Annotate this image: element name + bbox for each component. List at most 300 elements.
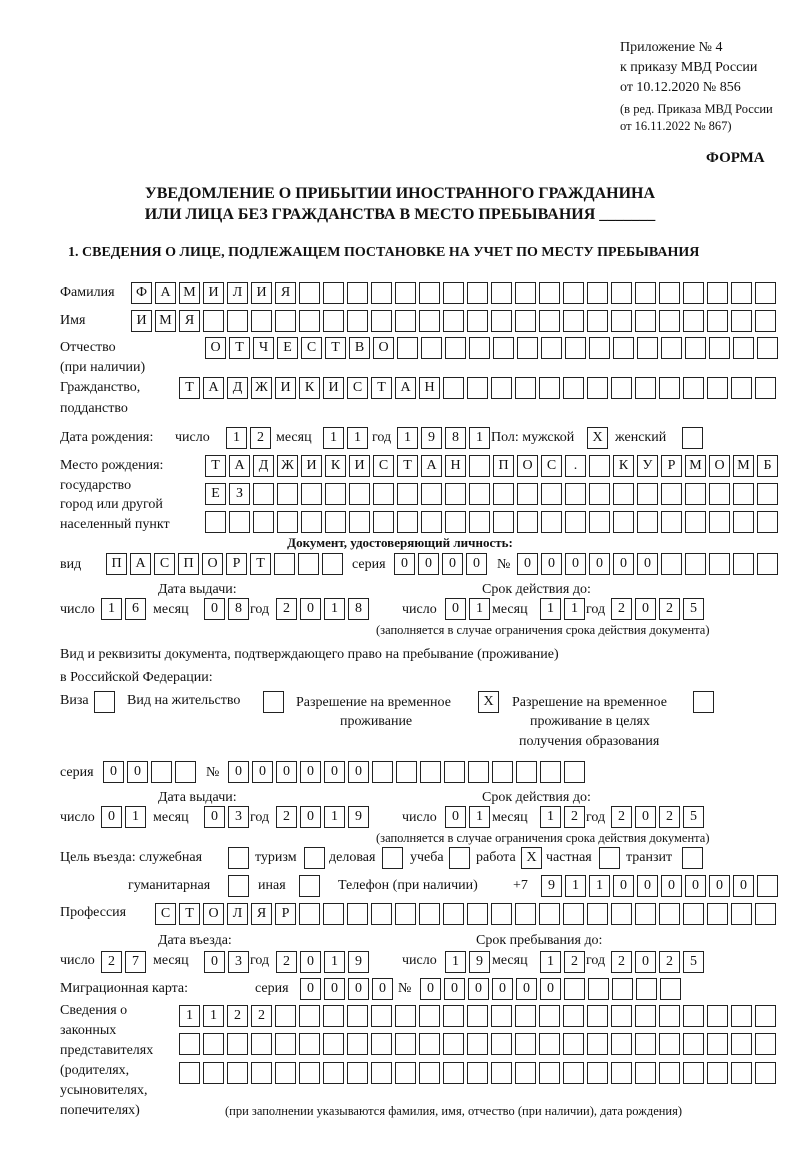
char-cell[interactable] xyxy=(277,483,298,505)
char-cell[interactable] xyxy=(515,282,536,304)
char-cell[interactable] xyxy=(347,1062,368,1084)
char-cell[interactable] xyxy=(733,337,754,359)
char-cell[interactable]: 1 xyxy=(203,1005,224,1027)
char-cell[interactable] xyxy=(731,1033,752,1055)
char-cell[interactable]: 0 xyxy=(445,598,466,620)
char-cell[interactable]: 0 xyxy=(103,761,124,783)
char-cell[interactable] xyxy=(611,1005,632,1027)
char-cell[interactable] xyxy=(539,282,560,304)
char-cell[interactable]: 1 xyxy=(565,875,586,897)
char-cell[interactable]: А xyxy=(130,553,151,575)
char-cell[interactable]: 2 xyxy=(659,598,680,620)
char-cell[interactable] xyxy=(755,1005,776,1027)
char-cell[interactable] xyxy=(731,1062,752,1084)
char-cell[interactable] xyxy=(421,483,442,505)
char-cell[interactable] xyxy=(469,483,490,505)
char-cell[interactable]: 0 xyxy=(661,875,682,897)
char-cell[interactable]: 1 xyxy=(347,427,368,449)
char-cell[interactable] xyxy=(372,761,393,783)
char-cell[interactable]: И xyxy=(301,455,322,477)
char-cell[interactable] xyxy=(589,483,610,505)
char-cell[interactable]: 0 xyxy=(466,553,487,575)
checkbox[interactable]: X xyxy=(521,847,542,869)
char-cell[interactable] xyxy=(589,455,610,477)
char-cell[interactable]: 0 xyxy=(372,978,393,1000)
char-cell[interactable] xyxy=(685,337,706,359)
char-cell[interactable] xyxy=(468,761,489,783)
char-cell[interactable]: 1 xyxy=(540,806,561,828)
char-cell[interactable] xyxy=(709,337,730,359)
char-cell[interactable] xyxy=(635,377,656,399)
char-cell[interactable] xyxy=(563,282,584,304)
char-cell[interactable]: 0 xyxy=(204,806,225,828)
char-cell[interactable] xyxy=(635,310,656,332)
char-cell[interactable] xyxy=(515,1062,536,1084)
char-cell[interactable]: 0 xyxy=(228,761,249,783)
checkbox[interactable] xyxy=(693,691,714,713)
char-cell[interactable]: 0 xyxy=(635,951,656,973)
char-cell[interactable] xyxy=(707,310,728,332)
char-cell[interactable] xyxy=(467,903,488,925)
char-cell[interactable] xyxy=(613,511,634,533)
char-cell[interactable]: З xyxy=(229,483,250,505)
char-cell[interactable]: Я xyxy=(275,282,296,304)
char-cell[interactable]: 2 xyxy=(227,1005,248,1027)
char-cell[interactable]: О xyxy=(373,337,394,359)
char-cell[interactable] xyxy=(299,310,320,332)
char-cell[interactable] xyxy=(493,483,514,505)
char-cell[interactable] xyxy=(419,1062,440,1084)
char-cell[interactable]: И xyxy=(203,282,224,304)
char-cell[interactable]: 0 xyxy=(204,598,225,620)
char-cell[interactable] xyxy=(469,337,490,359)
char-cell[interactable]: 3 xyxy=(228,806,249,828)
char-cell[interactable] xyxy=(515,1005,536,1027)
char-cell[interactable]: 0 xyxy=(204,951,225,973)
char-cell[interactable] xyxy=(397,511,418,533)
char-cell[interactable] xyxy=(299,903,320,925)
char-cell[interactable]: Р xyxy=(275,903,296,925)
char-cell[interactable] xyxy=(683,377,704,399)
char-cell[interactable] xyxy=(443,1062,464,1084)
char-cell[interactable]: 2 xyxy=(276,598,297,620)
char-cell[interactable] xyxy=(443,1005,464,1027)
char-cell[interactable] xyxy=(661,337,682,359)
char-cell[interactable] xyxy=(755,310,776,332)
char-cell[interactable] xyxy=(635,1033,656,1055)
char-cell[interactable]: 2 xyxy=(659,806,680,828)
char-cell[interactable] xyxy=(301,483,322,505)
char-cell[interactable]: 0 xyxy=(394,553,415,575)
char-cell[interactable]: 9 xyxy=(541,875,562,897)
char-cell[interactable]: К xyxy=(613,455,634,477)
char-cell[interactable] xyxy=(731,377,752,399)
char-cell[interactable]: 0 xyxy=(127,761,148,783)
char-cell[interactable]: О xyxy=(205,337,226,359)
char-cell[interactable]: 2 xyxy=(564,951,585,973)
char-cell[interactable] xyxy=(709,553,730,575)
char-cell[interactable] xyxy=(325,483,346,505)
char-cell[interactable] xyxy=(637,511,658,533)
char-cell[interactable]: 2 xyxy=(611,951,632,973)
char-cell[interactable] xyxy=(685,553,706,575)
char-cell[interactable] xyxy=(516,761,537,783)
char-cell[interactable] xyxy=(373,483,394,505)
char-cell[interactable] xyxy=(347,1005,368,1027)
char-cell[interactable] xyxy=(659,1062,680,1084)
char-cell[interactable] xyxy=(611,282,632,304)
char-cell[interactable] xyxy=(517,511,538,533)
char-cell[interactable] xyxy=(179,1062,200,1084)
char-cell[interactable]: 1 xyxy=(101,598,122,620)
char-cell[interactable] xyxy=(203,1033,224,1055)
char-cell[interactable] xyxy=(419,1033,440,1055)
char-cell[interactable] xyxy=(515,377,536,399)
char-cell[interactable] xyxy=(396,761,417,783)
char-cell[interactable] xyxy=(444,761,465,783)
char-cell[interactable] xyxy=(323,1062,344,1084)
char-cell[interactable] xyxy=(707,1005,728,1027)
char-cell[interactable]: Т xyxy=(325,337,346,359)
char-cell[interactable] xyxy=(299,1062,320,1084)
char-cell[interactable] xyxy=(540,761,561,783)
char-cell[interactable] xyxy=(564,978,585,1000)
checkbox[interactable] xyxy=(304,847,325,869)
char-cell[interactable] xyxy=(467,282,488,304)
checkbox[interactable] xyxy=(682,847,703,869)
char-cell[interactable]: И xyxy=(251,282,272,304)
checkbox[interactable] xyxy=(228,875,249,897)
char-cell[interactable]: А xyxy=(203,377,224,399)
char-cell[interactable]: Р xyxy=(661,455,682,477)
char-cell[interactable] xyxy=(565,483,586,505)
char-cell[interactable]: 2 xyxy=(564,806,585,828)
char-cell[interactable]: М xyxy=(733,455,754,477)
char-cell[interactable]: И xyxy=(323,377,344,399)
char-cell[interactable]: 0 xyxy=(540,978,561,1000)
char-cell[interactable]: 1 xyxy=(226,427,247,449)
char-cell[interactable]: 2 xyxy=(276,951,297,973)
char-cell[interactable] xyxy=(563,377,584,399)
char-cell[interactable] xyxy=(517,337,538,359)
char-cell[interactable]: Ч xyxy=(253,337,274,359)
char-cell[interactable]: 0 xyxy=(637,875,658,897)
char-cell[interactable] xyxy=(371,903,392,925)
char-cell[interactable]: Т xyxy=(229,337,250,359)
char-cell[interactable] xyxy=(587,310,608,332)
char-cell[interactable]: Т xyxy=(205,455,226,477)
char-cell[interactable]: 0 xyxy=(565,553,586,575)
char-cell[interactable] xyxy=(613,337,634,359)
char-cell[interactable]: О xyxy=(203,903,224,925)
char-cell[interactable] xyxy=(419,1005,440,1027)
char-cell[interactable] xyxy=(227,1033,248,1055)
char-cell[interactable]: 0 xyxy=(589,553,610,575)
char-cell[interactable]: С xyxy=(155,903,176,925)
checkbox[interactable]: X xyxy=(478,691,499,713)
char-cell[interactable]: Р xyxy=(226,553,247,575)
char-cell[interactable] xyxy=(611,377,632,399)
char-cell[interactable] xyxy=(492,761,513,783)
char-cell[interactable]: Т xyxy=(179,377,200,399)
char-cell[interactable] xyxy=(299,1033,320,1055)
char-cell[interactable] xyxy=(395,1005,416,1027)
char-cell[interactable] xyxy=(491,903,512,925)
char-cell[interactable] xyxy=(611,903,632,925)
char-cell[interactable] xyxy=(445,511,466,533)
char-cell[interactable] xyxy=(395,282,416,304)
char-cell[interactable]: 1 xyxy=(324,806,345,828)
checkbox[interactable] xyxy=(599,847,620,869)
char-cell[interactable] xyxy=(467,1062,488,1084)
char-cell[interactable] xyxy=(611,1062,632,1084)
char-cell[interactable] xyxy=(709,511,730,533)
checkbox[interactable] xyxy=(228,847,249,869)
char-cell[interactable]: О xyxy=(517,455,538,477)
char-cell[interactable] xyxy=(275,310,296,332)
char-cell[interactable]: 0 xyxy=(637,553,658,575)
char-cell[interactable] xyxy=(349,511,370,533)
char-cell[interactable] xyxy=(347,310,368,332)
char-cell[interactable]: Л xyxy=(227,903,248,925)
char-cell[interactable]: 0 xyxy=(445,806,466,828)
char-cell[interactable]: О xyxy=(202,553,223,575)
char-cell[interactable] xyxy=(611,310,632,332)
char-cell[interactable] xyxy=(563,1005,584,1027)
char-cell[interactable] xyxy=(755,377,776,399)
char-cell[interactable] xyxy=(659,282,680,304)
char-cell[interactable]: 3 xyxy=(228,951,249,973)
char-cell[interactable]: 1 xyxy=(324,951,345,973)
char-cell[interactable]: П xyxy=(493,455,514,477)
char-cell[interactable] xyxy=(637,337,658,359)
char-cell[interactable]: А xyxy=(229,455,250,477)
char-cell[interactable]: Т xyxy=(250,553,271,575)
char-cell[interactable]: 9 xyxy=(421,427,442,449)
char-cell[interactable]: 0 xyxy=(276,761,297,783)
checkbox[interactable] xyxy=(299,875,320,897)
char-cell[interactable] xyxy=(757,553,778,575)
char-cell[interactable]: П xyxy=(178,553,199,575)
char-cell[interactable] xyxy=(347,903,368,925)
char-cell[interactable] xyxy=(349,483,370,505)
char-cell[interactable] xyxy=(227,310,248,332)
char-cell[interactable] xyxy=(589,511,610,533)
char-cell[interactable]: 1 xyxy=(469,427,490,449)
char-cell[interactable] xyxy=(371,1062,392,1084)
char-cell[interactable] xyxy=(493,337,514,359)
char-cell[interactable] xyxy=(685,511,706,533)
char-cell[interactable] xyxy=(635,1005,656,1027)
char-cell[interactable] xyxy=(491,310,512,332)
char-cell[interactable] xyxy=(491,1005,512,1027)
char-cell[interactable] xyxy=(467,1033,488,1055)
char-cell[interactable] xyxy=(469,455,490,477)
checkbox[interactable]: X xyxy=(587,427,608,449)
char-cell[interactable]: 2 xyxy=(276,806,297,828)
char-cell[interactable] xyxy=(515,903,536,925)
char-cell[interactable]: П xyxy=(106,553,127,575)
char-cell[interactable] xyxy=(733,553,754,575)
char-cell[interactable] xyxy=(685,483,706,505)
char-cell[interactable] xyxy=(371,1033,392,1055)
char-cell[interactable] xyxy=(203,310,224,332)
char-cell[interactable] xyxy=(251,310,272,332)
char-cell[interactable] xyxy=(151,761,172,783)
char-cell[interactable]: Е xyxy=(277,337,298,359)
char-cell[interactable]: Е xyxy=(205,483,226,505)
char-cell[interactable] xyxy=(251,1033,272,1055)
char-cell[interactable]: 5 xyxy=(683,598,704,620)
char-cell[interactable] xyxy=(611,1033,632,1055)
char-cell[interactable] xyxy=(491,1033,512,1055)
char-cell[interactable]: Л xyxy=(227,282,248,304)
char-cell[interactable]: 0 xyxy=(733,875,754,897)
char-cell[interactable]: Я xyxy=(251,903,272,925)
char-cell[interactable]: 0 xyxy=(324,761,345,783)
char-cell[interactable] xyxy=(539,377,560,399)
char-cell[interactable]: А xyxy=(421,455,442,477)
char-cell[interactable] xyxy=(275,1005,296,1027)
char-cell[interactable] xyxy=(469,511,490,533)
char-cell[interactable] xyxy=(395,1033,416,1055)
char-cell[interactable]: 2 xyxy=(611,806,632,828)
char-cell[interactable]: М xyxy=(685,455,706,477)
char-cell[interactable] xyxy=(467,1005,488,1027)
char-cell[interactable] xyxy=(371,310,392,332)
char-cell[interactable] xyxy=(515,310,536,332)
char-cell[interactable] xyxy=(707,282,728,304)
char-cell[interactable] xyxy=(443,310,464,332)
char-cell[interactable]: 5 xyxy=(683,951,704,973)
char-cell[interactable]: 9 xyxy=(348,951,369,973)
char-cell[interactable]: 9 xyxy=(469,951,490,973)
char-cell[interactable] xyxy=(755,903,776,925)
char-cell[interactable] xyxy=(661,553,682,575)
char-cell[interactable] xyxy=(587,377,608,399)
char-cell[interactable]: 1 xyxy=(324,598,345,620)
char-cell[interactable] xyxy=(371,282,392,304)
char-cell[interactable]: 0 xyxy=(613,553,634,575)
char-cell[interactable] xyxy=(491,282,512,304)
char-cell[interactable]: 0 xyxy=(517,553,538,575)
char-cell[interactable]: 0 xyxy=(541,553,562,575)
char-cell[interactable] xyxy=(419,282,440,304)
char-cell[interactable] xyxy=(565,337,586,359)
char-cell[interactable] xyxy=(253,483,274,505)
char-cell[interactable] xyxy=(541,511,562,533)
char-cell[interactable] xyxy=(588,978,609,1000)
char-cell[interactable] xyxy=(421,337,442,359)
char-cell[interactable] xyxy=(443,1033,464,1055)
char-cell[interactable]: И xyxy=(131,310,152,332)
char-cell[interactable]: 6 xyxy=(125,598,146,620)
char-cell[interactable]: 1 xyxy=(179,1005,200,1027)
char-cell[interactable]: 0 xyxy=(300,806,321,828)
char-cell[interactable] xyxy=(733,511,754,533)
char-cell[interactable]: В xyxy=(349,337,370,359)
char-cell[interactable] xyxy=(563,903,584,925)
char-cell[interactable]: 0 xyxy=(613,875,634,897)
char-cell[interactable]: С xyxy=(541,455,562,477)
char-cell[interactable]: 1 xyxy=(564,598,585,620)
char-cell[interactable] xyxy=(755,282,776,304)
char-cell[interactable] xyxy=(179,1033,200,1055)
char-cell[interactable] xyxy=(757,511,778,533)
char-cell[interactable] xyxy=(397,483,418,505)
char-cell[interactable]: Т xyxy=(179,903,200,925)
char-cell[interactable] xyxy=(203,1062,224,1084)
char-cell[interactable] xyxy=(491,377,512,399)
char-cell[interactable] xyxy=(253,511,274,533)
char-cell[interactable] xyxy=(301,511,322,533)
char-cell[interactable]: И xyxy=(275,377,296,399)
char-cell[interactable] xyxy=(539,1062,560,1084)
char-cell[interactable] xyxy=(227,1062,248,1084)
char-cell[interactable]: 2 xyxy=(250,427,271,449)
char-cell[interactable] xyxy=(613,483,634,505)
char-cell[interactable]: А xyxy=(155,282,176,304)
char-cell[interactable] xyxy=(637,483,658,505)
char-cell[interactable]: 0 xyxy=(709,875,730,897)
char-cell[interactable] xyxy=(322,553,343,575)
char-cell[interactable] xyxy=(731,903,752,925)
char-cell[interactable]: Т xyxy=(371,377,392,399)
char-cell[interactable]: 1 xyxy=(469,598,490,620)
char-cell[interactable]: 8 xyxy=(445,427,466,449)
char-cell[interactable] xyxy=(587,1033,608,1055)
char-cell[interactable] xyxy=(251,1062,272,1084)
char-cell[interactable]: Ф xyxy=(131,282,152,304)
char-cell[interactable]: С xyxy=(154,553,175,575)
char-cell[interactable] xyxy=(707,903,728,925)
char-cell[interactable]: Д xyxy=(253,455,274,477)
char-cell[interactable] xyxy=(731,282,752,304)
char-cell[interactable] xyxy=(757,483,778,505)
char-cell[interactable] xyxy=(587,1062,608,1084)
char-cell[interactable]: 0 xyxy=(300,951,321,973)
char-cell[interactable]: . xyxy=(565,455,586,477)
char-cell[interactable] xyxy=(299,1005,320,1027)
char-cell[interactable] xyxy=(323,282,344,304)
char-cell[interactable] xyxy=(397,337,418,359)
char-cell[interactable] xyxy=(564,761,585,783)
char-cell[interactable] xyxy=(541,337,562,359)
char-cell[interactable] xyxy=(445,483,466,505)
char-cell[interactable]: 0 xyxy=(101,806,122,828)
char-cell[interactable] xyxy=(707,1033,728,1055)
char-cell[interactable] xyxy=(275,1033,296,1055)
char-cell[interactable]: 0 xyxy=(442,553,463,575)
char-cell[interactable]: Ж xyxy=(277,455,298,477)
char-cell[interactable] xyxy=(683,310,704,332)
char-cell[interactable] xyxy=(635,903,656,925)
char-cell[interactable]: 0 xyxy=(348,978,369,1000)
char-cell[interactable] xyxy=(659,903,680,925)
char-cell[interactable] xyxy=(539,310,560,332)
char-cell[interactable] xyxy=(660,978,681,1000)
char-cell[interactable] xyxy=(587,282,608,304)
char-cell[interactable] xyxy=(347,1033,368,1055)
char-cell[interactable] xyxy=(683,1005,704,1027)
char-cell[interactable]: 7 xyxy=(125,951,146,973)
char-cell[interactable] xyxy=(539,1033,560,1055)
char-cell[interactable] xyxy=(661,483,682,505)
char-cell[interactable] xyxy=(298,553,319,575)
char-cell[interactable] xyxy=(683,1033,704,1055)
char-cell[interactable]: 8 xyxy=(348,598,369,620)
char-cell[interactable]: 0 xyxy=(324,978,345,1000)
